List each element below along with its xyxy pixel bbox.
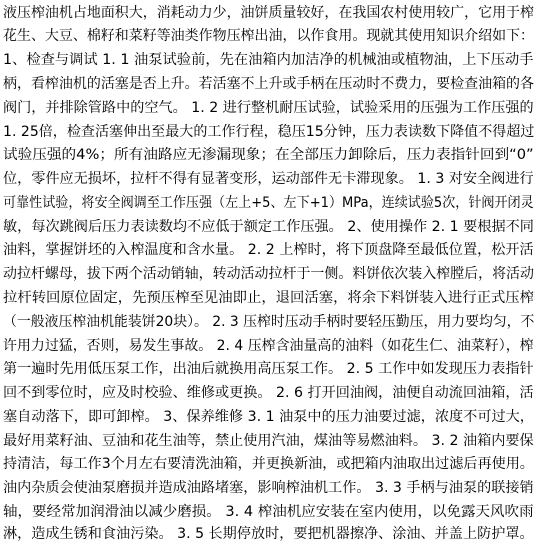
text-line: 拉杆转回原位固定，先预压榨至见油即止，退回活塞，将余下料饼装入进行正式压榨 [3, 290, 534, 306]
text-line: 敏，每次跳阀后压力表读数均不应低于额定工作压强。 2、使用操作 2. 1 要根据不同 [3, 219, 534, 235]
text-line: 1. 25倍，检查活塞伸出至最大的工作行程，稳压15分钟，压力表读数下降值不得超过 [3, 124, 535, 140]
text-line: 许用力过猛，否则，易发生事故。 2. 4 压榨含油量高的油料（如花生仁、油菜籽），榨 [3, 338, 534, 354]
text-line: 阀门，并排除管路中的空气。 1. 2 进行整机耐压试验，试验采用的压强为工作压强的 [3, 100, 534, 116]
text-line: 油料，掌握饼坯的入榨温度和含水量。 2. 2 上榨时，将下顶盘降至最低位置，松开活 [3, 242, 534, 258]
text-line: 1、检查与调试 1. 1 油泵试验前，先在油箱内加洁净的机械油或植物油，上下压动手 [3, 52, 534, 68]
text-line: 持清洁，每工作3个月左右要清洗油箱，并更换新油，或把箱内油取出过滤后再使用。 [3, 456, 534, 472]
text-line: 液压榨油机占地面积大，消耗动力少，油饼质量较好，在我国农村使用较广，它用于榨 [3, 5, 534, 21]
text-line: 动拉杆螺母，拔下两个活动销轴，转动活动拉杆于一侧。料饼依次装入榨膛后，将活动 [3, 266, 534, 282]
text-line: 柄，看榨油机的活塞是否上升。若活塞不上升或手柄在压动时不费力，要检查油箱的各 [3, 76, 534, 92]
text-line: 试验压强的4%；所有油路应无渗漏现象；在全部压力卸除后，压力表指针回到“0” [3, 147, 534, 163]
text-line: 油内杂质会使油泵磨损并造成油路堵塞，影响榨油机工作。 3. 3 手柄与油泵的联接销 [3, 480, 534, 496]
text-line: 回不到零位时，应及时校验、维修或更换。 2. 6 打开回油阀，油便自动流回油箱，活 [3, 385, 534, 401]
text-line: 淋，造成生锈和食油污染。 3. 5 长期停放时，要把机器擦净、涂油、并盖上防护罩。 [3, 526, 534, 542]
text-line: 塞自动落下，即可卸榨。 3、保养维修 3. 1 油泵中的压力油要过滤，浓度不可过大， [3, 409, 534, 425]
text-line: 位，零件应无损坏，拉杆不得有显著变形，运动部件无卡滞现象。 1. 3 对安全阀进行 [3, 171, 534, 187]
text-line: （一般液压榨油机能装饼20块）。 2. 3 压榨时压动手柄时要轻压勤压，用力要均匀，不 [3, 314, 535, 330]
text-line: 第一遍时先用低压泵工作，出油后就换用高压泵工作。 2. 5 工作中如发现压力表指针 [3, 361, 534, 377]
text-line: 可靠性试验，将安全阀调至工作压强（左上+5、左下+1）MPa，连续试验5次，针阀开闭灵 [3, 195, 534, 211]
text-line: 最好用菜籽油、豆油和花生油等，禁止使用汽油，煤油等易燃油料。 3. 2 油箱内要保 [3, 433, 534, 449]
text-line: 花生、大豆、棉籽和菜籽等油类作物压榨出油，以作食用。现就其使用知识介绍如下： [3, 28, 534, 44]
text-line: 轴，要经常加润滑油以减少磨损。 3. 4 榨油机应安装在室内使用，以免露天风吹雨 [3, 504, 534, 520]
